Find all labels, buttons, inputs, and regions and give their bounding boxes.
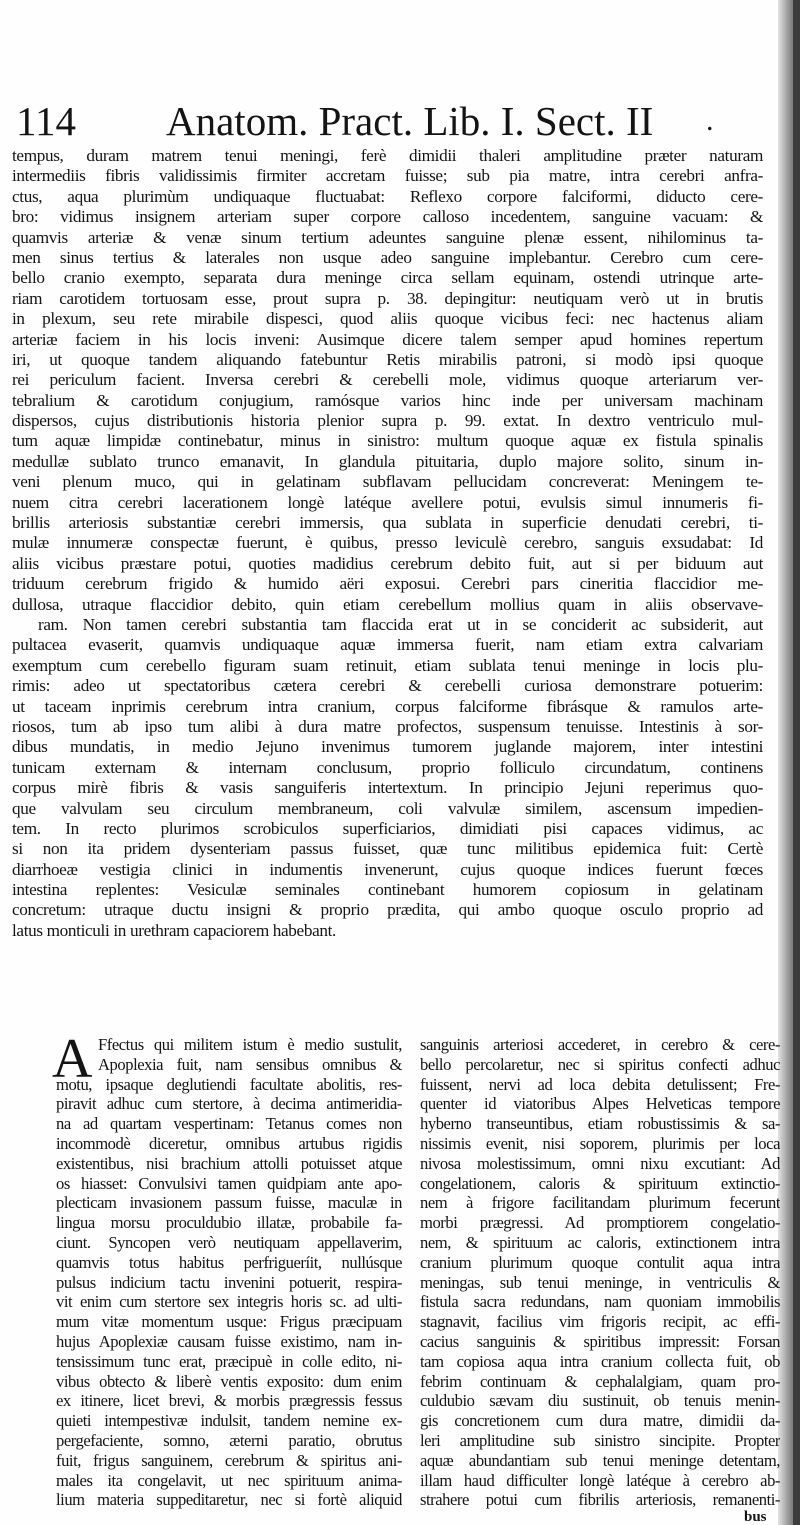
text-line: mulæ innumeræ conspectæ fuerunt, è quibus, presso leviculè cerebro, sanguis exsudabat: Id [12,533,763,553]
text-line: morbi prægressi. Ad promptiorem congelatio- [420,1213,780,1233]
text-line: congelationem, caloris & spirituum extinctio- [420,1173,780,1193]
text-line: gis concretionem cum dura matre, dimidii da- [420,1411,780,1431]
text-line: rimis: adeo ut spectatoribus cætera cerebri & cerebelli curiosa demonstrare potuerim: [12,676,763,696]
text-line: cranium plurimum quoque contulit aqua intra [420,1252,780,1272]
text-line: Apoplexia fuit, nam sensibus omnibus & [98,1054,402,1074]
header-mark: . [706,104,714,137]
text-line: quamvis totus habitus perfrigueríit, nullúsque [56,1252,402,1272]
text-line: Ffectus qui militem istum è medio sustulit, [98,1035,402,1054]
text-line: plecticam invasionem passum fuisse, maculæ in [56,1193,402,1213]
text-line: pergefaciente, somno, æterni paratio, obrutus [56,1430,402,1450]
text-line: arteriæ faciem in his locis inveni: Ausimque dicere talem semper apud homines repertum [12,329,763,349]
text-line: triduum cerebrum frigido & humido aëri exposui. Cerebri pars cineritia flaccidior me- [12,574,763,594]
text-line: stagnavit, facilius vim frigoris recipit, ac effi- [420,1312,780,1332]
text-line: hujus Apoplexiæ causam fuisse existimo, nam in- [56,1331,402,1351]
text-line: corpus mirè fibris & vasis sanguiferis intertextum. In principio Jejuni reperimus quo- [12,778,763,798]
text-line: illam haud difficulter longè latéque à cerebro ab- [420,1470,780,1490]
text-line: tem. In recto plurimos scrobiculos superficiarios, dimidiati pisi capaces vidimus, ac [12,818,763,838]
text-line: riosos, tum ab ipso tum alibi à dura matre profectos, suspensum tenuisse. Intestinis à sor- [12,716,763,736]
page-header [10,96,780,146]
text-line: dibus mundatis, in medio Jejuno invenimus tumorem juglande majorem, inter intestini [12,737,763,757]
text-line: males ita congelavit, ut nec spirituum anima- [56,1470,402,1490]
text-line: hyberno transeuntibus, etiam robustissimis & sa- [420,1114,780,1134]
text-line: concretum: utraque ductu insigni & proprio prædita, qui ambo quoque osculo proprio ad [12,900,763,920]
text-line: latus monticuli in urethram capaciorem habebant. [12,920,336,940]
text-line: lingua morsu proculdubio illatæ, probabile fa- [56,1213,402,1233]
text-line: fuit, frigus sanguinem, cerebrum & spiritus ani- [56,1450,402,1470]
text-line: existentibus, nisi brachium attolli potuisset atque [56,1153,402,1173]
text-line: lium materia suppeditaretur, nec si fortè aliquid [56,1490,402,1510]
text-line: men sinus tertius & laterales non usque adeo sanguine implebantur. Cerebro cum cere- [12,247,763,267]
text-line: intestina replentes: Vesiculæ seminales continebant humorem copiosum in gelatinam [12,880,763,900]
catchword: bus [744,1509,767,1525]
upper-paragraph [0,146,780,941]
text-line: tempus, duram matrem tenui meningi, ferè dimidii thaleri amplitudine præter naturam [12,146,763,165]
running-head: Anatom. Pract. Lib. I. Sect. II [166,98,654,144]
text-line: incommodè diceretur, omnibus artubus rigidis [56,1133,402,1153]
text-line: strahere potui cum fibrilis arteriosis, remanenti- [420,1490,780,1510]
text-line: fistula sacra redundans, nam quoniam immobilis [420,1292,780,1312]
text-line: meningas, sub tenui meninge, in ventriculis & [420,1272,780,1292]
text-line: sanguinis arteriosi accederet, in cerebro & cere- [420,1035,780,1054]
text-line: bello cranio exempto, separata dura meninge circa sellam equinam, ostendi utrinque arte- [12,268,763,288]
text-line: cacius sanguinis & spiritibus impressit: Forsan [420,1331,780,1351]
text-line: vibus obtecto & liberè ventis exposito: dum enim [56,1371,402,1391]
text-line: nem à frigore facilitandam plurimum fecerunt [420,1193,780,1213]
text-line: ex itinere, licet brevi, & morbis prægressis fessus [56,1391,402,1411]
text-line: pultacea evaserit, quamvis undiquaque aquæ immersa fuerit, nam etiam extra calvariam [12,635,763,655]
text-line: tebralium & carotidum conjugium, ramósque varios hinc inde per universam machinam [12,390,763,410]
text-line: dispersos, cujus distributionis historia plenior supra p. 99. extat. In dextro ventriculo mul- [12,411,763,431]
text-line: que valvulam seu circulum membraneum, coli valvulæ similem, ascensum impedien- [12,798,763,818]
text-line: leri amplitudine sub sinistro sincipite. Propter [420,1430,780,1450]
page-edge-dark [793,0,800,1525]
text-line: ctus, aqua plurimùm undiquaque fluctuabat: Reflexo corpore falciformi, diducto cere- [12,186,763,206]
text-line: intermediis fibris validissimis firmiter accretam fuisse; sub pia matre, intra cerebri anfra- [12,166,763,186]
text-line: ram. Non tamen cerebri substantia tam flaccida erat ut in se conciderit ac subsiderit, aut [38,614,763,634]
text-line: fuissent, nervi ad loca debita detulissent; Fre- [420,1074,780,1094]
text-line: diarrhoeæ vestigia clinici in indumentis invenerunt, cujus quoque indices fuerunt fœces [12,859,763,879]
text-line: nem, & spirituum ac caloris, extinctionem intra [420,1232,780,1252]
text-line: pulsus indicium tactu invenini potuerit, respira- [56,1272,402,1292]
text-line: veni plenum muco, qui in gelatinam subflavam pellucidam concreverat: Meningem te- [12,472,763,492]
text-line: tensissimum tunc erat, præcipuè in colle edito, ni- [56,1351,402,1371]
drop-cap-initial: A [52,1028,93,1090]
text-line: nuem citra cerebri lacerationem longè latéque avellere potui, evulsis simul innumeris fi- [12,492,763,512]
text-line: ut taceam inprimis cerebrum intra cranium, corpus falciforme fibrásque & ramulos arte- [12,696,763,716]
text-line: riam carotidem tortuosam esse, prout supra p. 38. depingitur: neutiquam verò ut in brutis [12,288,763,308]
right-column [412,1035,788,1510]
text-line: exemptum cum cerebello figuram suam retinuit, etiam sublata tenui meninge in locis plu- [12,655,763,675]
text-line: tam copiosa aqua intra cranium collecta fuit, ob [420,1351,780,1371]
text-line: aliis vicibus præstare potui, quoties madidius cerebrum debito fuit, aut si per biduum aut [12,553,763,573]
left-column [0,1028,412,1510]
text-line: quamvis arteriæ & venæ sinum tertium adeuntes sanguine plenæ essent, nihilominus ta- [12,227,763,247]
text-line: vit enim cum stertore sex integris horis sc. ad ulti- [56,1292,402,1312]
text-line: in plexum, seu rete mirabile dispesci, quod aliis quoque vicibus feci: nec hactenus aliam [12,309,763,329]
text-line: bro: vidimus insignem arteriam super corpore calloso incedentem, sanguine vacuam: & [12,207,763,227]
text-line: quieti intempestivæ indulsit, tandem nemine ex- [56,1411,402,1431]
text-line: culdubio sævam diu sustinuit, ob tenuis menin- [420,1391,780,1411]
text-line: iri, ut quoque tandem aliquando fatebuntur Retis mirabilis patroni, si modò ipsi quoque [12,349,763,369]
text-line: tunicam externam & internam conclusum, proprio folliculo circundatum, continens [12,757,763,777]
text-line: dullosa, utraque flaccidior debito, quin etiam cerebellum mollius quam in aliis observave- [12,594,763,614]
text-line: piravit adhuc cum stertore, à decima antimeridia- [56,1094,402,1114]
text-line: medullæ sublato trunco emanavit, In glandula pituitaria, duplo majore solito, sinum in- [12,451,763,471]
text-line: na ad quartam vespertinam: Tetanus comes non [56,1114,402,1134]
text-line: bello percolaretur, nec si spiritus confecti adhuc [420,1054,780,1074]
text-line: brillis arteriosis substantiæ cerebri immersis, qua sublata in superficie denudati cerebri, ti- [12,513,763,533]
text-line: mum vitæ momentum usque: Frigus præcipuam [56,1312,402,1332]
text-line: motu, ipsaque deglutiendi facultate abolitis, res- [56,1074,402,1094]
text-line: aquæ abundantiam sub tenui meninge detentam, [420,1450,780,1470]
text-line: nissimis evenit, nisi soporem, plurimis per loca [420,1133,780,1153]
text-line: os hiasset: Convulsivi tamen quidpiam ante apo- [56,1173,402,1193]
text-line: ciunt. Syncopen verò neutiquam appellaverim, [56,1232,402,1252]
text-line: rei periculum facient. Inversa cerebri & cerebelli mole, vidimus quoque arteriarum ver- [12,370,763,390]
page-number: 114 [16,98,76,144]
text-line: tum aquæ limpidæ continebatur, minus in sinistro: multum quoque aquæ ex fistula spinalis [12,431,763,451]
text-line: febrim continuam & cephalalgiam, quam pro- [420,1371,780,1391]
text-line: quenter id viatoribus Alpes Helveticas tempore [420,1094,780,1114]
text-line: si non ita pridem dysenteriam passus fuisset, quæ tunc militibus epidemica fuit: Certè [12,839,763,859]
text-line: nivosa molestissimum, omni nixu excutiant: Ad [420,1153,780,1173]
